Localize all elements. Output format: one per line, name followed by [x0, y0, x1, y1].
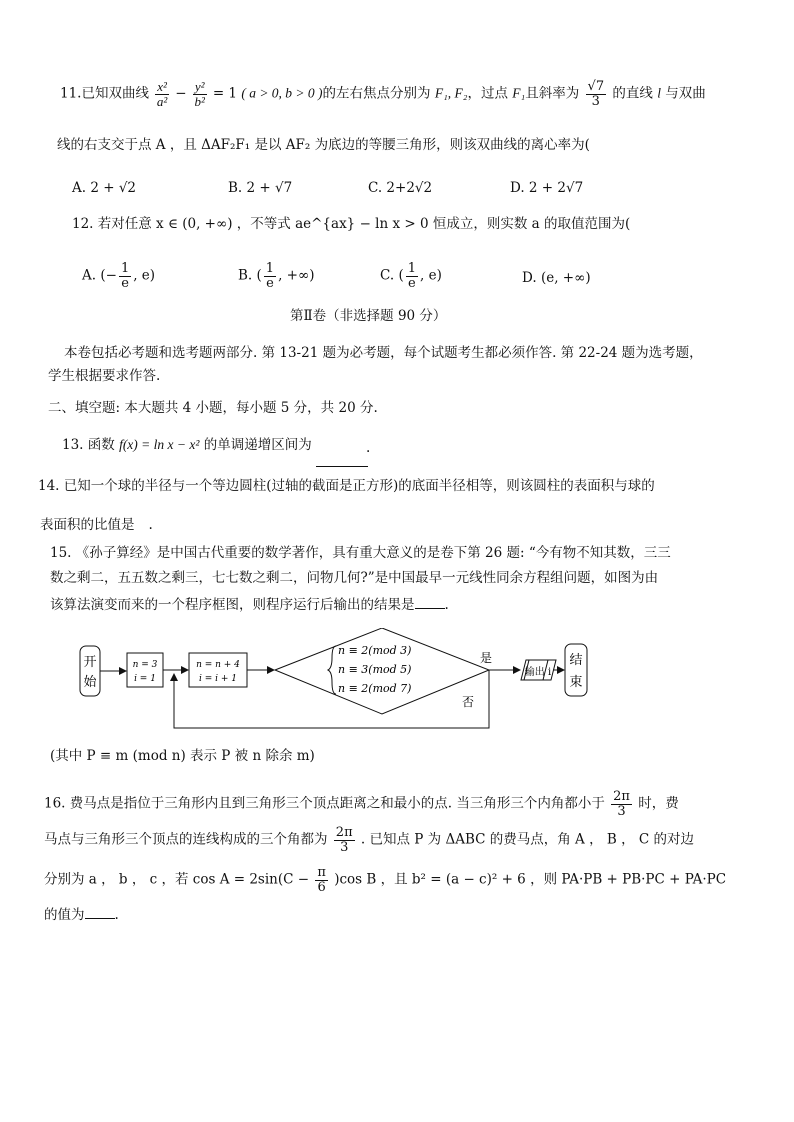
q11-option-b: B. 2 + √7 — [228, 180, 293, 196]
flow-cond-2: n ≡ 3(mod 5) — [338, 663, 412, 676]
q11-frac-y: $\frac{\text{y²}}{\text{b²}}$ — [194, 79, 205, 109]
flow-start-label-2: 始 — [83, 675, 97, 690]
flow-init-n: n = 3 — [132, 660, 158, 670]
q12-option-d: D. (e, +∞) — [522, 270, 591, 286]
flow-no-label: 否 — [462, 695, 475, 709]
flow-end-label-1: 结 — [569, 653, 583, 668]
section-title: 第Ⅱ卷（非选择题 90 分） — [290, 308, 447, 324]
q11-number: 11. — [60, 85, 82, 102]
q11-slope: $\frac{√7}{3}$ — [587, 79, 605, 109]
intro-line2: 学生根据要求作答. — [48, 368, 161, 384]
q16-line3: 分别为 a ， b ， c ，若 cos A = 2sin(C − $\frac{\pi}{6}$ )cos B ，且 b² = (a − c)² + 6 ，则 PA·PB + PB·PC + PA·PC — [44, 865, 727, 895]
q11-option-d: D. 2 + 2√7 — [510, 180, 584, 196]
flow-step-n: n = n + 4 — [196, 660, 240, 670]
q11-frac-x: $\frac{\text{x²}}{\text{a²}}$ — [156, 79, 168, 109]
q16-line2: 马点与三角形三个顶点的连线构成的三个角都为 $\frac{2\pi}{3}$ . 已知点 P 为 ΔABC 的费马点，角 A ， B ， C 的对边 — [44, 825, 694, 855]
q11-line1: 11.已知双曲线 $\frac{\text{x²}}{\text{a²}}$ − $\frac{\text{y²}}{\text{b²}}$ = 1 ( a > 0, b > 0 )的左右焦点分别为 F₁, F₂，过点 F₁且斜率为 $\frac{√7}{3}$ 的直线 l 与双曲 — [60, 79, 706, 109]
flow-yes-label: 是 — [480, 651, 493, 665]
q12-option-c: C. ( $\frac{1}{e}$ , e) — [380, 261, 442, 291]
q16-answer-blank[interactable] — [85, 906, 115, 919]
q11-option-a: A. 2 + √2 — [72, 180, 137, 196]
q13: 13. 函数 f(x) = ln x − x² 的单调递增区间为 — [62, 437, 312, 453]
q11-option-c: C. 2+2√2 — [368, 180, 433, 196]
q16-line1: 16. 费马点是指位于三角形内且到三角形三个顶点距离之和最小的点. 当三角形三个内角都小于 $\frac{2\pi}{3}$ 时，费 — [44, 789, 679, 819]
q16-line4: 的值为 . — [44, 907, 119, 923]
flow-end-label-2: 束 — [569, 675, 583, 690]
q13-answer-blank[interactable] — [316, 452, 368, 467]
q15-note: (其中 P ≡ m (mod n) 表示 P 被 n 除余 m) — [50, 748, 315, 764]
q12-option-a: A. (− $\frac{1}{e}$ , e) — [82, 261, 156, 291]
q12-option-b: B. ( $\frac{1}{e}$ , +∞) — [238, 261, 315, 291]
q11-line2: 线的右支交于点 A ，且 ΔAF₂F₁ 是以 AF₂ 为底边的等腰三角形，则该双曲线的离心率为( — [57, 137, 590, 153]
q14-line1: 14. 已知一个球的半径与一个等边圆柱(过轴的截面是正方形)的底面半径相等，则该圆柱的表面积与球的 — [38, 478, 655, 494]
q14-line2: 表面积的比值是 . — [40, 517, 153, 533]
flow-cond-1: n ≡ 2(mod 3) — [338, 644, 412, 657]
q12-text: 12. 若对任意 x ∈ (0, +∞) ，不等式 ae^{ax} − ln x > 0 恒成立，则实数 a 的取值范围为( — [72, 216, 631, 232]
flow-cond-3: n ≡ 2(mod 7) — [338, 682, 412, 695]
flow-start-label-1: 开 — [83, 655, 97, 670]
flow-step-i: i = i + 1 — [198, 674, 238, 684]
q15-line2: 数之剩二，五五数之剩三，七七数之剩二，问物几何?”是中国最早一元线性同余方程组问题，如图为由 — [50, 570, 659, 586]
fill-header: 二、填空题: 本大题共 4 小题，每小题 5 分，共 20 分. — [48, 400, 378, 416]
q15-answer-blank[interactable] — [415, 596, 445, 609]
q15-line1: 15. 《孙子算经》是中国古代重要的数学著作，具有重大意义的是卷下第 26 题: “今有物不知其数，三三 — [50, 545, 671, 561]
q13-end: . — [366, 440, 371, 456]
flowchart — [70, 628, 600, 738]
intro-line1: 本卷包括必考题和选考题两部分. 第 13-21 题为必考题，每个试题考生都必须作答. 第 22-24 题为选考题， — [64, 345, 703, 361]
flow-output-label: 输出 i — [524, 667, 552, 678]
q15-line3: 该算法演变而来的一个程序框图，则程序运行后输出的结果是 . — [50, 597, 449, 613]
flow-init-i: i = 1 — [134, 674, 156, 684]
